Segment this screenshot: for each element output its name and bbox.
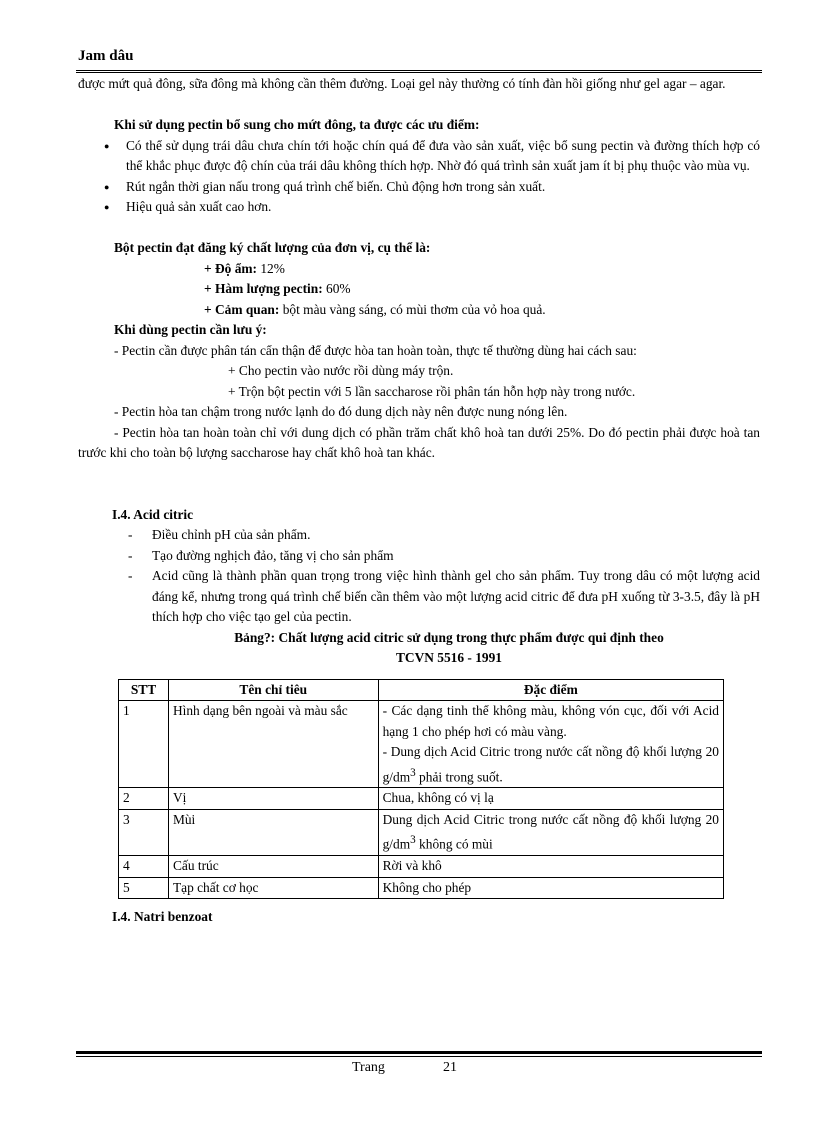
- table-cell: Rời và khô: [378, 856, 723, 878]
- table-cell: 2: [119, 788, 169, 810]
- table-cell: Vị: [168, 788, 378, 810]
- list-item: - Tạo đường nghịch đảo, tăng vị cho sản phẩm: [78, 546, 760, 567]
- table-row: [119, 701, 724, 788]
- notes-paragraph: - Pectin hòa tan chậm trong nước lạnh do đó dung dịch này nên được nung nóng lên.: [114, 404, 568, 419]
- table-cell: Dung dịch Acid Citric trong nước cất nồng độ khối lượng 20 $g/dm^3$ không có mùi: [378, 809, 723, 855]
- notes-paragraph: - Pectin cần được phân tán cẩn thận để được hòa tan hoàn toàn, thực tế thường dùng hai cách sau:: [114, 342, 637, 358]
- citric-quality-table: [118, 679, 724, 900]
- header-divider: [76, 70, 762, 73]
- list-item: ● Rút ngắn thời gian nấu trong quá trình chế biến. Chủ động hơn trong sản xuất.: [78, 177, 760, 198]
- table-cell: Chua, không có vị lạ: [378, 788, 723, 810]
- quality-item: + Hàm lượng pectin: 60%: [204, 281, 351, 296]
- advantages-list: [78, 136, 760, 218]
- quality-heading: Bột pectin đạt đăng ký chất lượng của đơn vị, cụ thể là:: [114, 240, 431, 255]
- list-item: ● Có thể sử dụng trái dâu chưa chín tới hoặc chín quá để đưa vào sản xuất, việc bổ sung pectin và đường thích hợp có thể khắc phục được độ chín của trái dâu không thích hợp. Nhờ đó quá trình sản xuất jam ít bị phụ thuộc vào mùa vụ.: [78, 136, 760, 177]
- page-number: 21: [443, 1060, 457, 1075]
- column-header: STT: [119, 679, 169, 701]
- table-cell: 5: [119, 877, 169, 899]
- section-heading-benzoat: I.4. Natri benzoat: [112, 909, 213, 925]
- citric-list: [78, 525, 760, 628]
- section-heading-citric: I.4. Acid citric: [112, 506, 194, 522]
- table-cell: Hình dạng bên ngoài và màu sắc: [168, 701, 378, 788]
- table-cell: 3: [119, 809, 169, 855]
- advantages-heading: Khi sử dụng pectin bổ sung cho mứt đông, ta được các ưu điểm:: [114, 117, 480, 132]
- list-item: ● Hiệu quả sản xuất cao hơn.: [78, 197, 760, 218]
- list-item: - Acid cũng là thành phần quan trọng trong việc hình thành gel cho sản phẩm. Tuy trong dâu có một lượng acid đáng kể, nhưng trong quá trình chế biến cần thêm vào một lượng acid citric để đưa pH xuống từ 3-3.5, đây là pH thích hợp cho việc tạo gel của pectin.: [78, 566, 760, 628]
- table-row: [119, 788, 724, 810]
- table-row: [119, 809, 724, 855]
- column-header: Tên chỉ tiêu: [168, 679, 378, 701]
- table-caption: Bảng?: Chất lượng acid citric sử dụng trong thực phẩm được qui định theo: [234, 629, 664, 645]
- column-header: Đặc điểm: [378, 679, 723, 701]
- table-row: [119, 856, 724, 878]
- table-cell: 4: [119, 856, 169, 878]
- table-cell: Không cho phép: [378, 877, 723, 899]
- table-cell: - Các dạng tinh thể không màu, không vón cục, đối với Acid hạng 1 cho phép hơi có màu vàng. - Dung dịch Acid Citric trong nước cất nồng độ khối lượng 20 $g/dm^3$ phải trong suốt.: [378, 701, 723, 788]
- list-item: - Điều chỉnh pH của sản phẩm.: [78, 525, 760, 546]
- table-cell: Cấu trúc: [168, 856, 378, 878]
- table-caption-standard: TCVN 5516 - 1991: [395, 650, 502, 665]
- page-content: [78, 74, 760, 928]
- intro-paragraph: được mứt quả đông, sữa đông mà không cần thêm đường. Loại gel này thường có tính đàn hồi giống như gel agar – agar.: [78, 76, 726, 91]
- page-header-title: Jam dâu: [78, 48, 134, 64]
- table-cell: 1: [119, 701, 169, 788]
- notes-paragraph: - Pectin hòa tan hoàn toàn chỉ với dung dịch có phần trăm chất khô hoà tan dưới 25%. Do đó pectin phải được hoà tan trước khi cho toàn bộ lượng saccharose hay chất khô hoà tan khác.: [78, 424, 760, 460]
- table-row: [119, 877, 724, 899]
- table-cell: Tạp chất cơ học: [168, 877, 378, 899]
- quality-item: + Cảm quan: bột màu vàng sáng, có mùi thơm của vỏ hoa quả.: [204, 301, 546, 317]
- notes-heading: Khi dùng pectin cần lưu ý:: [114, 322, 267, 337]
- quality-item: + Độ ẩm: 12%: [204, 260, 285, 276]
- notes-subitem: + Cho pectin vào nước rồi dùng máy trộn.: [228, 363, 454, 378]
- table-cell: Mùi: [168, 809, 378, 855]
- page-label: Trang: [352, 1060, 385, 1075]
- table-header-row: [119, 679, 724, 701]
- footer-divider: [76, 1051, 762, 1057]
- notes-subitem: + Trộn bột pectin với 5 lần saccharose rồi phân tán hỗn hợp này trong nước.: [228, 383, 636, 399]
